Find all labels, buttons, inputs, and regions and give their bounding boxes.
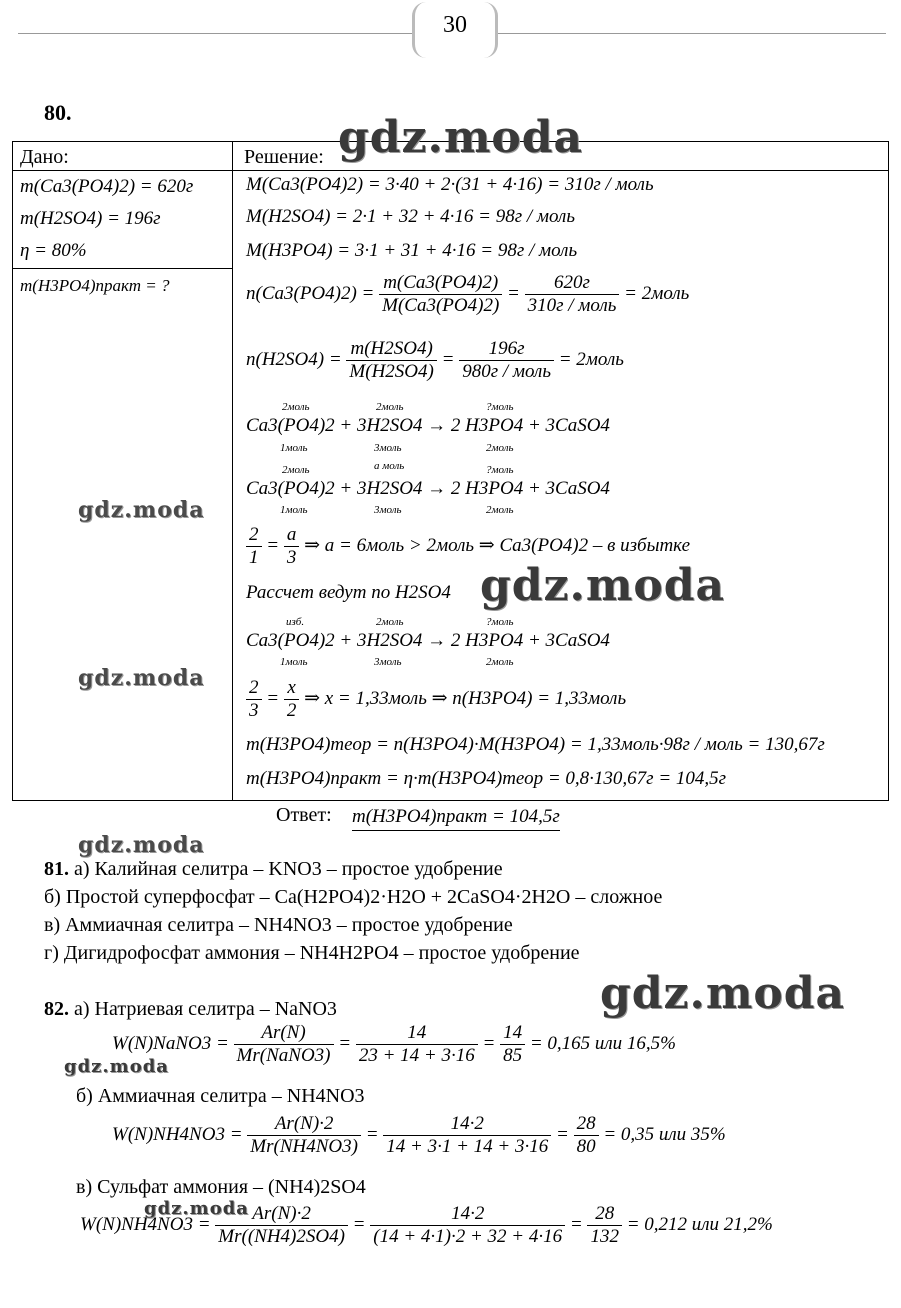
r2-below-h3po4: 2моль bbox=[486, 504, 514, 516]
r3-above-h3po4: ?моль bbox=[486, 616, 514, 628]
watermark-7: gdz.moda bbox=[64, 1056, 169, 1077]
watermark-2: gdz.moda bbox=[78, 497, 205, 523]
r2-below-ca: 1моль bbox=[280, 504, 308, 516]
solution-header: Решение: bbox=[244, 146, 324, 168]
watermark-1: gdz.moda bbox=[338, 112, 584, 163]
task81-item-b: б) Простой суперфосфат – Ca(H2PO4)2·H2O + 2CaSO4·2H2O – сложное bbox=[44, 886, 663, 908]
task82-formula-c: W(N)NH4NO3 = $\frac{Ar(N)\cdot 2}{Mr((NH4)2SO4)}$ = $\frac{14\cdot 2}{(14 + 4\cdot 1)\cdot 2 + 32 + 4\cdot 16}$ = $\frac{28}{132}$ = 0,212 или 21,2% bbox=[80, 1203, 773, 1247]
r3-above-ca: изб. bbox=[286, 616, 305, 628]
mass-theoretical: m(H3PO4)теор = n(H3PO4)·M(H3PO4) = 1,33моль·98г / моль = 130,67г bbox=[246, 734, 825, 755]
r2-above-ca: 2моль bbox=[282, 464, 310, 476]
table-header-divider bbox=[12, 170, 889, 171]
moles-ca-equation: n(Ca3(PO4)2) = $\frac{m(Ca3(PO4)2)}{M(Ca3(PO4)2)}$ = $\frac{620г}{\text{310г / моль}}$ = 2моль bbox=[246, 272, 690, 316]
molar-mass-ca: M(Ca3(PO4)2) = 3·40 + 2·(31 + 4·16) = 310г / моль bbox=[246, 174, 654, 195]
table-given-divider bbox=[12, 268, 233, 269]
r1-below-ca: 1моль bbox=[280, 442, 308, 454]
task80-number: 80. bbox=[44, 100, 72, 125]
answer-label: Ответ: bbox=[276, 804, 332, 826]
reaction-equation-1: Ca3(PO4)2 + 3H2SO4 → 2 H3PO4 + 3CaSO4 bbox=[246, 415, 610, 436]
reaction-equation-2: Ca3(PO4)2 + 3H2SO4 → 2 H3PO4 + 3CaSO4 bbox=[246, 478, 610, 499]
header-rule-left bbox=[18, 33, 414, 34]
r2-below-h2so4: 3моль bbox=[374, 504, 402, 516]
r1-below-h3po4: 2моль bbox=[486, 442, 514, 454]
task81-item-a: 81. а) Калийная селитра – KNO3 – простое удобрение bbox=[44, 858, 503, 880]
watermark-6: gdz.moda bbox=[600, 968, 846, 1019]
given-mass-ca: m(Ca3(PO4)2) = 620г bbox=[20, 176, 194, 197]
find-mass-h3po4: m(H3PO4)практ = ? bbox=[20, 276, 170, 295]
task82-formula-b: W(N)NH4NO3 = $\frac{Ar(N)\cdot 2}{Mr(NH4NO3)}$ = $\frac{14\cdot 2}{14 + 3\cdot 1 + 14 + 3\cdot 16}$ = $\frac{28}{80}$ = 0,35 или 35% bbox=[112, 1113, 726, 1157]
watermark-8: gdz.moda bbox=[144, 1198, 249, 1219]
given-mass-h2so4: m(H2SO4) = 196г bbox=[20, 208, 161, 229]
r3-below-h3po4: 2моль bbox=[486, 656, 514, 668]
task81-item-d: г) Дигидрофосфат аммония – NH4H2PO4 – простое удобрение bbox=[44, 942, 580, 964]
r3-above-h2so4: 2моль bbox=[376, 616, 404, 628]
moles-h2so4-equation: n(H2SO4) = $\frac{m(H2SO4)}{M(H2SO4)}$ = $\frac{196г}{\text{980г / моль}}$ = 2моль bbox=[246, 338, 624, 382]
r1-below-h2so4: 3моль bbox=[374, 442, 402, 454]
ratio-product: $\frac{2}{3}$ = $\frac{x}{2}$ ⇒ x = 1,33моль ⇒ n(H3PO4) = 1,33моль bbox=[246, 677, 626, 722]
task82-title-c: в) Сульфат аммония – (NH4)2SO4 bbox=[76, 1176, 366, 1198]
r1-above-ca: 2моль bbox=[282, 401, 310, 413]
header-rule-right bbox=[496, 33, 886, 34]
given-yield: η = 80% bbox=[20, 240, 87, 261]
page-number: 30 bbox=[443, 12, 467, 38]
answer-value: m(H3PO4)практ = 104,5г bbox=[352, 806, 560, 831]
r3-below-h2so4: 3моль bbox=[374, 656, 402, 668]
watermark-3: gdz.moda bbox=[480, 560, 726, 611]
task82-title-b: б) Аммиачная селитра – NH4NO3 bbox=[76, 1085, 365, 1107]
task82-title-a: 82. а) Натриевая селитра – NaNO3 bbox=[44, 998, 337, 1020]
calculation-note: Рассчет ведут по H2SO4 bbox=[246, 582, 451, 603]
watermark-4: gdz.moda bbox=[78, 665, 205, 691]
r2-above-h3po4: ?моль bbox=[486, 464, 514, 476]
r1-above-h3po4: ?моль bbox=[486, 401, 514, 413]
task81-item-c: в) Аммиачная селитра – NH4NO3 – простое удобрение bbox=[44, 914, 513, 936]
table-column-divider bbox=[232, 141, 233, 801]
molar-mass-h3po4: M(H3PO4) = 3·1 + 31 + 4·16 = 98г / моль bbox=[246, 240, 578, 261]
reaction-equation-3: Ca3(PO4)2 + 3H2SO4 → 2 H3PO4 + 3CaSO4 bbox=[246, 630, 610, 651]
r3-below-ca: 1моль bbox=[280, 656, 308, 668]
given-header: Дано: bbox=[20, 146, 69, 168]
task82-formula-a: W(N)NaNO3 = $\frac{Ar(N)}{\text{Mr(NaNO3)}}$ = $\frac{14}{23 + 14 + 3\cdot 16}$ = $\frac{14}{85}$ = 0,165 или 16,5% bbox=[112, 1022, 676, 1066]
r2-above-h2so4: a моль bbox=[374, 460, 405, 472]
mass-practical: m(H3PO4)практ = η·m(H3PO4)теор = 0,8·130,67г = 104,5г bbox=[246, 768, 727, 789]
ratio-excess: $\frac{2}{1}$ = $\frac{a}{3}$ ⇒ a = 6моль > 2моль ⇒ Ca3(PO4)2 – в избытке bbox=[246, 524, 690, 569]
molar-mass-h2so4: M(H2SO4) = 2·1 + 32 + 4·16 = 98г / моль bbox=[246, 206, 575, 227]
watermark-5: gdz.moda bbox=[78, 832, 205, 858]
r1-above-h2so4: 2моль bbox=[376, 401, 404, 413]
